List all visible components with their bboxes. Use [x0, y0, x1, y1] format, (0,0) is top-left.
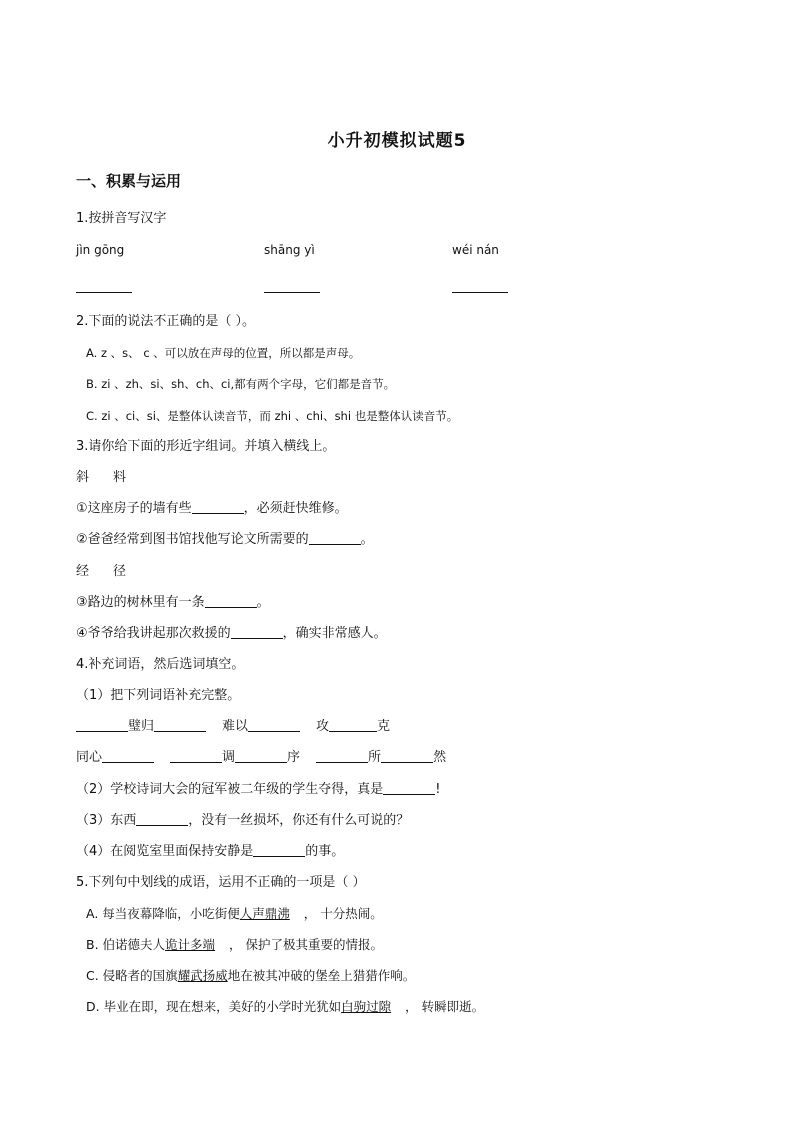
word-part: 然 [433, 750, 447, 765]
word-part: 璧归 [128, 719, 155, 734]
answer-blank[interactable] [248, 718, 300, 732]
underlined-idiom: 白驹过隙 [341, 999, 392, 1014]
word-part: 难以 [222, 719, 249, 734]
answer-blank[interactable] [170, 749, 222, 763]
q2-stem: 2.下面的说法不正确的是（ ）。 [76, 314, 256, 329]
q4-sub-2 [76, 781, 441, 799]
text: 。 [256, 595, 270, 610]
text: ，必须赶快维修。 [243, 501, 348, 516]
text: ， 保护了极其重要的情报。 [229, 937, 384, 952]
text: ，没有一丝损坏，你还有什么可说的？ [188, 813, 410, 828]
q4-sub-1: （1）把下列词语补充完整。 [76, 688, 241, 703]
q1-pinyin-3: wéi nán [452, 243, 499, 257]
q5-option-b [86, 937, 383, 953]
answer-blank[interactable] [192, 500, 244, 514]
q1-answer-blank-3[interactable] [452, 292, 508, 293]
q4-sub-4 [76, 843, 344, 861]
text: ①这座房子的墙有些 [76, 501, 192, 516]
q3-sentence-4 [76, 625, 387, 643]
answer-blank[interactable] [205, 594, 257, 608]
q3-char: 径 [113, 564, 127, 579]
answer-blank[interactable] [76, 718, 128, 732]
q1-stem: 1.按拼音写汉字 [76, 211, 167, 226]
q1-pinyin-2: shāng yì [264, 243, 315, 257]
word-part: 序 [287, 750, 301, 765]
answer-blank[interactable] [231, 625, 283, 639]
q2-option-c: C. zi 、ci、si、是整体认读音节，而 zhi 、chi、shi 也是整体认读音节。 [86, 409, 459, 423]
page-title: 小升初模拟试题5 [327, 131, 467, 151]
q5-option-c [86, 968, 415, 984]
answer-blank[interactable] [329, 718, 377, 732]
text: ， 十分热闹。 [303, 906, 383, 921]
q1-answer-blank-1[interactable] [76, 292, 132, 293]
answer-blank[interactable] [381, 749, 433, 763]
q1-pinyin-1: jìn gōng [76, 243, 125, 257]
text: ， 转瞬即逝。 [405, 999, 485, 1014]
answer-blank[interactable] [316, 749, 368, 763]
text: ②爸爸经常到图书馆找他写论文所需要的 [76, 532, 309, 547]
q3-char: 料 [113, 470, 127, 485]
answer-blank[interactable] [309, 531, 361, 545]
word-part: 同心 [76, 750, 103, 765]
text: （2）学校诗词大会的冠军被二年级的学生夺得，真是 [76, 782, 384, 797]
q3-stem: 3.请你给下面的形近字组词。并填入横线上。 [76, 439, 336, 454]
q3-sentence-1 [76, 500, 348, 518]
underlined-idiom: 耀武扬威 [177, 968, 228, 983]
text: A. 每当夜幕降临，小吃街便 [86, 906, 240, 921]
q2-option-a: A. z 、s、 c 、可以放在声母的位置，所以都是声母。 [86, 346, 361, 360]
text: ③路边的树林里有一条 [76, 595, 205, 610]
answer-blank[interactable] [235, 749, 287, 763]
q4-sub-3 [76, 812, 409, 830]
text: （4）在阅览室里面保持安静是 [76, 844, 254, 859]
q3-char: 斜 [76, 470, 90, 485]
text: 地在被其冲破的堡垒上猎猎作响。 [227, 968, 416, 983]
text: ④爷爷给我讲起那次救援的 [76, 626, 231, 641]
word-part: 克 [377, 719, 391, 734]
q3-sentence-3 [76, 594, 270, 612]
q3-char-pair-2 [76, 563, 126, 581]
text: C. 侵略者的国旗 [86, 968, 178, 983]
q4-word-row-1 [76, 718, 390, 736]
answer-blank[interactable] [102, 749, 154, 763]
answer-blank[interactable] [383, 781, 435, 795]
word-part: 攻 [316, 719, 330, 734]
text: B. 伯诺德夫人 [86, 937, 166, 952]
q4-stem: 4.补充词语，然后选词填空。 [76, 657, 245, 672]
underlined-idiom: 诡计多端 [165, 937, 216, 952]
q1-answer-blank-2[interactable] [264, 292, 320, 293]
q3-char: 经 [76, 564, 90, 579]
text: 的事。 [305, 844, 345, 859]
q4-word-row-2 [76, 749, 446, 767]
text: ! [435, 782, 441, 797]
text: （3）东西 [76, 813, 137, 828]
answer-blank[interactable] [253, 843, 305, 857]
word-part: 所 [368, 750, 382, 765]
q3-char-pair-1 [76, 469, 126, 487]
text: 。 [360, 532, 374, 547]
q5-stem: 5.下列句中划线的成语，运用不正确的一项是（ ） [76, 875, 366, 890]
q2-option-b: B. zi 、zh、si、sh、ch、ci,都有两个字母，它们都是音节。 [86, 377, 396, 391]
text: D. 毕业在即，现在想来，美好的小学时光犹如 [86, 999, 342, 1014]
q5-option-a [86, 906, 383, 922]
q3-sentence-2 [76, 531, 374, 549]
answer-blank[interactable] [136, 812, 188, 826]
underlined-idiom: 人声鼎沸 [239, 906, 290, 921]
section-heading: 一、积累与运用 [76, 172, 182, 190]
q5-option-d [86, 999, 484, 1015]
text: ，确实非常感人。 [282, 626, 387, 641]
answer-blank[interactable] [154, 718, 206, 732]
word-part: 调 [222, 750, 236, 765]
